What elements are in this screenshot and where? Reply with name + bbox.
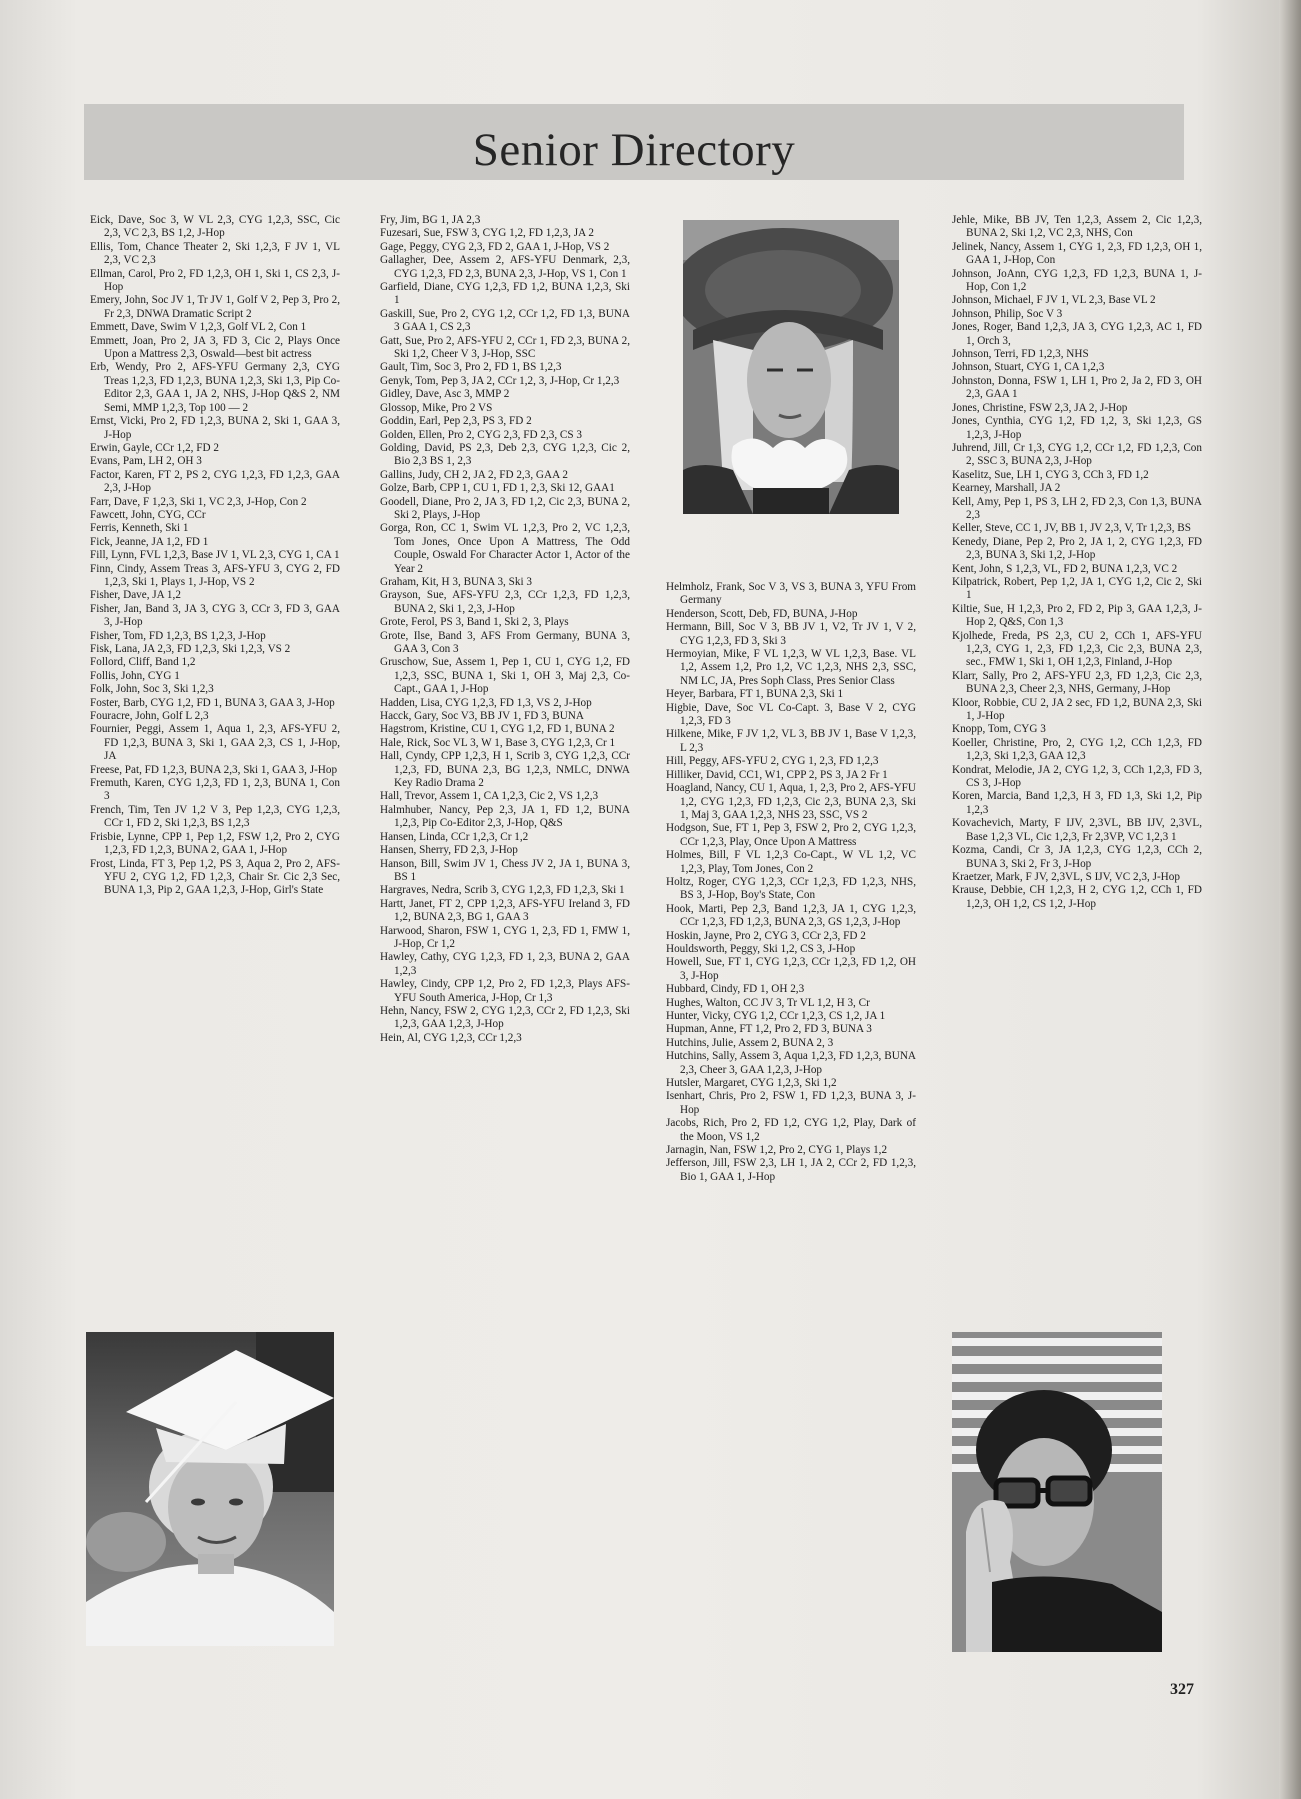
directory-entry: Hoagland, Nancy, CU 1, Aqua, 1, 2,3, Pro 2, AFS-YFU 1,2, CYG 1,2,3, FD 1,2,3, Cic 2,3, BUNA 2,3, Ski 1, Maj 3, GAA 1,2,3, NHS 23, SSC, VS 2 xyxy=(666,782,916,821)
directory-entry: Johnson, Stuart, CYG 1, CA 1,2,3 xyxy=(952,361,1105,374)
directory-entry: Hargraves, Nedra, Scrib 3, CYG 1,2,3, FD 1,2,3, Ski 1 xyxy=(380,884,625,897)
directory-entry: Jacobs, Rich, Pro 2, FD 1,2, CYG 1,2, Play, Dark of the Moon, VS 1,2 xyxy=(666,1117,916,1143)
directory-entry: Frost, Linda, FT 3, Pep 1,2, PS 3, Aqua 2, Pro 2, AFS-YFU 2, CYG 1,2, FD 1,2,3, Chair Sr. Cic 2,3 Sec, BUNA 1,3, Pip 2, GAA 1,2,3, J-Hop, Girl's State xyxy=(90,857,340,897)
directory-entry: Fick, Jeanne, JA 1,2, FD 1 xyxy=(90,535,209,548)
directory-entry: French, Tim, Ten JV 1,2 V 3, Pep 1,2,3, CYG 1,2,3, CCr 1, FD 2, Ski 1,2,3, BS 1,2,3 xyxy=(90,803,340,830)
directory-entry: Hilliker, David, CC1, W1, CPP 2, PS 3, JA 2 Fr 1 xyxy=(666,768,888,781)
page-binding-edge xyxy=(1279,0,1301,1799)
photo-graduate-in-cap xyxy=(86,1332,334,1646)
directory-entry: Hawley, Cathy, CYG 1,2,3, FD 1, 2,3, BUNA 2, GAA 1,2,3 xyxy=(380,951,630,977)
directory-entry: Follord, Cliff, Band 1,2 xyxy=(90,656,196,669)
directory-entry: Factor, Karen, FT 2, PS 2, CYG 1,2,3, FD 1,2,3, GAA 2,3, J-Hop xyxy=(90,468,340,495)
directory-entry: Hodgson, Sue, FT 1, Pep 3, FSW 2, Pro 2, CYG 1,2,3, CCr 1,2,3, Play, Once Upon A Mattress xyxy=(666,822,916,848)
directory-entry: Johnston, Donna, FSW 1, LH 1, Pro 2, Ja 2, FD 3, OH 2,3, GAA 1 xyxy=(952,374,1202,401)
directory-entry: Hook, Marti, Pep 2,3, Band 1,2,3, JA 1, CYG 1,2,3, CCr 1,2,3, FD 1,2,3, BUNA 2,3, GS 1,2,3, J-Hop xyxy=(666,902,916,929)
directory-column-1 xyxy=(90,214,340,898)
directory-entry: Goodell, Diane, Pro 2, JA 3, FD 1,2, Cic 2,3, BUNA 2, Ski 2, Plays, J-Hop xyxy=(380,495,630,521)
directory-entry: Grayson, Sue, AFS-YFU 2,3, CCr 1,2,3, FD 1,2,3, BUNA 2, Ski 1, 2,3, J-Hop xyxy=(380,589,630,615)
directory-entry: Keller, Steve, CC 1, JV, BB 1, JV 2,3, V, Tr 1,2,3, BS xyxy=(952,522,1191,535)
directory-entry: Erwin, Gayle, CCr 1,2, FD 2 xyxy=(90,441,219,454)
directory-entry: Golding, David, PS 2,3, Deb 2,3, CYG 1,2,3, Cic 2, Bio 2,3 BS 1, 2,3 xyxy=(380,441,630,468)
directory-entry: Garfield, Diane, CYG 1,2,3, FD 1,2, BUNA 1,2,3, Ski 1 xyxy=(380,281,630,307)
directory-entry: Henderson, Scott, Deb, FD, BUNA, J-Hop xyxy=(666,607,858,620)
directory-entry: Kilpatrick, Robert, Pep 1,2, JA 1, CYG 1,2, Cic 2, Ski 1 xyxy=(952,575,1202,602)
directory-entry: Hilkene, Mike, F JV 1,2, VL 3, BB JV 1, Base V 1,2,3, L 2,3 xyxy=(666,728,916,754)
directory-entry: Follis, John, CYG 1 xyxy=(90,669,180,682)
directory-entry: Johnson, Michael, F JV 1, VL 2,3, Base VL 2 xyxy=(952,294,1156,307)
directory-entry: Hansen, Linda, CCr 1,2,3, Cr 1,2 xyxy=(380,830,529,843)
directory-entry: Koren, Marcia, Band 1,2,3, H 3, FD 1,3, Ski 1,2, Pip 1,2,3 xyxy=(952,790,1202,816)
directory-entry: Fisher, Tom, FD 1,2,3, BS 1,2,3, J-Hop xyxy=(90,629,266,642)
directory-entry: Folk, John, Soc 3, Ski 1,2,3 xyxy=(90,683,214,696)
directory-entry: Ferris, Kenneth, Ski 1 xyxy=(90,522,189,535)
directory-entry: Grote, Ferol, PS 3, Band 1, Ski 2, 3, Plays xyxy=(380,616,569,629)
directory-entry: Gruschow, Sue, Assem 1, Pep 1, CU 1, CYG 1,2, FD 1,2,3, SSC, BUNA 1, Ski 1, OH 3, Maj 2,3, Co-Capt., GAA 1, J-Hop xyxy=(380,656,630,696)
directory-entry: Hein, Al, CYG 1,2,3, CCr 1,2,3 xyxy=(380,1031,522,1044)
directory-entry: Eick, Dave, Soc 3, W VL 2,3, CYG 1,2,3, SSC, Cic 2,3, VC 2,3, BS 1,2, J-Hop xyxy=(90,214,340,240)
directory-entry: Ellman, Carol, Pro 2, FD 1,2,3, OH 1, Ski 1, CS 2,3, J-Hop xyxy=(90,267,340,294)
directory-entry: Gault, Tim, Soc 3, Pro 2, FD 1, BS 1,2,3 xyxy=(380,361,562,374)
directory-entry: Ellis, Tom, Chance Theater 2, Ski 1,2,3, F JV 1, VL 2,3, VC 2,3 xyxy=(90,240,340,267)
directory-column-2 xyxy=(380,214,630,1045)
page-title: Senior Directory xyxy=(472,124,796,176)
directory-entry: Hutchins, Julie, Assem 2, BUNA 2, 3 xyxy=(666,1036,834,1049)
directory-entry: Jehle, Mike, BB JV, Ten 1,2,3, Assem 2, Cic 1,2,3, BUNA 2, Ski 1,2, VC 2,3, NHS, Con xyxy=(952,214,1202,240)
directory-entry: Hansen, Sherry, FD 2,3, J-Hop xyxy=(380,844,518,857)
directory-entry: Kiltie, Sue, H 1,2,3, Pro 2, FD 2, Pip 3, GAA 1,2,3, J-Hop 2, Q&S, Con 1,3 xyxy=(952,602,1202,629)
directory-entry: Hawley, Cindy, CPP 1,2, Pro 2, FD 1,2,3, Plays AFS-YFU South America, J-Hop, Cr 1,3 xyxy=(380,978,630,1004)
directory-entry: Kaselitz, Sue, LH 1, CYG 3, CCh 3, FD 1,2 xyxy=(952,468,1149,481)
directory-entry: Isenhart, Chris, Pro 2, FSW 1, FD 1,2,3, BUNA 3, J-Hop xyxy=(666,1090,916,1116)
directory-entry: Helmholz, Frank, Soc V 3, VS 3, BUNA 3, YFU From Germany xyxy=(666,581,916,607)
photo-student-with-glasses xyxy=(952,1332,1162,1652)
directory-entry: Holtz, Roger, CYG 1,2,3, CCr 1,2,3, FD 1,2,3, NHS, BS 3, J-Hop, Boy's State, Con xyxy=(666,875,916,902)
directory-entry: Gage, Peggy, CYG 2,3, FD 2, GAA 1, J-Hop, VS 2 xyxy=(380,240,610,253)
directory-entry: Hall, Trevor, Assem 1, CA 1,2,3, Cic 2, VS 1,2,3 xyxy=(380,790,599,803)
directory-entry: Kondrat, Melodie, JA 2, CYG 1,2, 3, CCh 1,2,3, FD 3, CS 3, J-Hop xyxy=(952,763,1202,790)
title-banner xyxy=(84,104,1184,180)
directory-entry: Hoskin, Jayne, Pro 2, CYG 3, CCr 2,3, FD 2 xyxy=(666,929,866,942)
directory-column-4 xyxy=(952,214,1202,911)
directory-entry: Kearney, Marshall, JA 2 xyxy=(952,482,1061,495)
directory-entry: Johnson, Philip, Soc V 3 xyxy=(952,307,1063,320)
directory-entry: Houldsworth, Peggy, Ski 1,2, CS 3, J-Hop xyxy=(666,942,856,955)
directory-entry: Foster, Barb, CYG 1,2, FD 1, BUNA 3, GAA 3, J-Hop xyxy=(90,696,335,709)
directory-entry: Gallagher, Dee, Assem 2, AFS-YFU Denmark, 2,3, CYG 1,2,3, FD 2,3, BUNA 2,3, J-Hop, VS 1, Con 1 xyxy=(380,254,630,280)
directory-entry: Jelinek, Nancy, Assem 1, CYG 1, 2,3, FD 1,2,3, OH 1, GAA 1, J-Hop, Con xyxy=(952,240,1202,267)
directory-entry: Golden, Ellen, Pro 2, CYG 2,3, FD 2,3, CS 3 xyxy=(380,428,583,441)
directory-entry: Harwood, Sharon, FSW 1, CYG 1, 2,3, FD 1, FMW 1, J-Hop, Cr 1,2 xyxy=(380,924,630,950)
directory-entry: Fill, Lynn, FVL 1,2,3, Base JV 1, VL 2,3, CYG 1, CA 1 xyxy=(90,549,340,562)
directory-entry: Jefferson, Jill, FSW 2,3, LH 1, JA 2, CCr 2, FD 1,2,3, Bio 1, GAA 1, J-Hop xyxy=(666,1157,916,1183)
directory-entry: Gatt, Sue, Pro 2, AFS-YFU 2, CCr 1, FD 2,3, BUNA 2, Ski 1,2, Cheer V 3, J-Hop, SSC xyxy=(380,334,630,361)
directory-entry: Fuzesari, Sue, FSW 3, CYG 1,2, FD 1,2,3, JA 2 xyxy=(380,227,594,240)
directory-entry: Emmett, Dave, Swim V 1,2,3, Golf VL 2, Con 1 xyxy=(90,321,307,334)
directory-entry: Hagstrom, Kristine, CU 1, CYG 1,2, FD 1, BUNA 2 xyxy=(380,723,615,736)
directory-entry: Hutsler, Margaret, CYG 1,2,3, Ski 1,2 xyxy=(666,1077,837,1090)
directory-entry: Freese, Pat, FD 1,2,3, BUNA 2,3, Ski 1, GAA 3, J-Hop xyxy=(90,763,338,776)
directory-column-3 xyxy=(666,581,916,1184)
page-number: 327 xyxy=(1170,1681,1194,1698)
directory-entry: Hermoyian, Mike, F VL 1,2,3, W VL 1,2,3, Base. VL 1,2, Assem 1,2, Pro 1,2, VC 1,2,3, NHS 2,3, SSC, NM LC, JA, Pres Soph Class, Pres Senior Class xyxy=(666,648,916,687)
directory-entry: Klarr, Sally, Pro 2, AFS-YFU 2,3, FD 1,2,3, Cic 2,3, BUNA 2,3, Cheer 2,3, NHS, Germany, J-Hop xyxy=(952,669,1202,696)
directory-entry: Frisbie, Lynne, CPP 1, Pep 1,2, FSW 1,2, Pro 2, CYG 1,2,3, FD 1,2,3, BUNA 2, GAA 1, J-Hop xyxy=(90,830,340,857)
directory-entry: Hehn, Nancy, FSW 2, CYG 1,2,3, CCr 2, FD 1,2,3, Ski 1,2,3, GAA 1,2,3, J-Hop xyxy=(380,1004,630,1031)
directory-entry: Jones, Roger, Band 1,2,3, JA 3, CYG 1,2,3, AC 1, FD 1, Orch 3, xyxy=(952,321,1202,347)
directory-entry: Fisk, Lana, JA 2,3, FD 1,2,3, Ski 1,2,3, VS 2 xyxy=(90,643,291,655)
directory-entry: Fournier, Peggi, Assem 1, Aqua 1, 2,3, AFS-YFU 2, FD 1,2,3, BUNA 3, Ski 1, GAA 2,3, CS 1, J-Hop, JA xyxy=(90,723,340,763)
directory-entry: Johnson, Terri, FD 1,2,3, NHS xyxy=(952,348,1089,361)
directory-entry: Halmhuber, Nancy, Pep 2,3, JA 1, FD 1,2, BUNA 1,2,3, Pip Co-Editor 2,3, J-Hop, Q&S xyxy=(380,803,630,830)
directory-entry: Hanson, Bill, Swim JV 1, Chess JV 2, JA 1, BUNA 3, BS 1 xyxy=(380,857,630,883)
directory-entry: Golze, Barb, CPP 1, CU 1, FD 1, 2,3, Ski 12, GAA1 xyxy=(380,482,615,495)
directory-entry: Gallins, Judy, CH 2, JA 2, FD 2,3, GAA 2 xyxy=(380,468,568,481)
directory-entry: Hutchins, Sally, Assem 3, Aqua 1,2,3, FD 1,2,3, BUNA 2,3, Cheer 3, GAA 1,2,3, J-Hop xyxy=(666,1050,916,1076)
directory-entry: Kell, Amy, Pep 1, PS 3, LH 2, FD 2,3, Con 1,3, BUNA 2,3 xyxy=(952,495,1202,521)
directory-entry: Koeller, Christine, Pro, 2, CYG 1,2, CCh 1,2,3, FD 1,2,3, Ski 1,2,3, GAA 12,3 xyxy=(952,736,1202,763)
directory-entry: Hughes, Walton, CC JV 3, Tr VL 1,2, H 3, Cr xyxy=(666,996,870,1009)
directory-entry: Hermann, Bill, Soc V 3, BB JV 1, V2, Tr JV 1, V 2, CYG 1,2,3, FD 3, Ski 3 xyxy=(666,621,916,647)
directory-entry: Grote, Ilse, Band 3, AFS From Germany, BUNA 3, GAA 3, Con 3 xyxy=(380,629,630,655)
directory-entry: Howell, Sue, FT 1, CYG 1,2,3, CCr 1,2,3, FD 1,2, OH 3, J-Hop xyxy=(666,956,916,982)
directory-entry: Ernst, Vicki, Pro 2, FD 1,2,3, BUNA 2, Ski 1, GAA 3, J-Hop xyxy=(90,415,340,441)
directory-entry: Hadden, Lisa, CYG 1,2,3, FD 1,3, VS 2, J-Hop xyxy=(380,696,592,709)
directory-entry: Graham, Kit, H 3, BUNA 3, Ski 3 xyxy=(380,575,532,588)
directory-entry: Kloor, Robbie, CU 2, JA 2 sec, FD 1,2, BUNA 2,3, Ski 1, J-Hop xyxy=(952,696,1202,723)
directory-entry: Gidley, Dave, Asc 3, MMP 2 xyxy=(380,388,510,401)
directory-entry: Emery, John, Soc JV 1, Tr JV 1, Golf V 2, Pep 3, Pro 2, Fr 2,3, DNWA Dramatic Script 2 xyxy=(90,294,340,320)
directory-entry: Heyer, Barbara, FT 1, BUNA 2,3, Ski 1 xyxy=(666,688,844,701)
directory-entry: Juhrend, Jill, Cr 1,3, CYG 1,2, CCr 1,2, FD 1,2,3, Con 2, SSC 3, BUNA 2,3, J-Hop xyxy=(952,441,1202,468)
directory-entry: Kovachevich, Marty, F IJV, 2,3VL, BB IJV, 2,3VL, Base 1,2,3 VL, Cic 1,2,3, Fr 2,3VP, VC 1,2,3 1 xyxy=(952,817,1202,843)
directory-entry: Knopp, Tom, CYG 3 xyxy=(952,723,1046,736)
directory-entry: Hartt, Janet, FT 2, CPP 1,2,3, AFS-YFU Ireland 3, FD 1,2, BUNA 2,3, BG 1, GAA 3 xyxy=(380,897,630,924)
directory-entry: Hill, Peggy, AFS-YFU 2, CYG 1, 2,3, FD 1,2,3 xyxy=(666,755,879,768)
directory-entry: Kraetzer, Mark, F JV, 2,3VL, S IJV, VC 2,3, J-Hop xyxy=(952,870,1180,883)
directory-entry: Kenedy, Diane, Pep 2, Pro 2, JA 1, 2, CYG 1,2,3, FD 2,3, BUNA 3, Ski 1,2, J-Hop xyxy=(952,535,1202,562)
directory-entry: Finn, Cindy, Assem Treas 3, AFS-YFU 3, CYG 2, FD 1,2,3, Ski 1, Plays 1, J-Hop, VS 2 xyxy=(90,562,340,588)
directory-entry: Erb, Wendy, Pro 2, AFS-YFU Germany 2,3, CYG Treas 1,2,3, FD 1,2,3, BUNA 1,2,3, Ski 1,3, Pip Co-Editor 2,3, GAA 1, JA 2, NHS, J-Hop Q&S 2, NM Semi, MMP 1,2,3, Top 100 — 2 xyxy=(90,361,340,414)
directory-entry: Hall, Cyndy, CPP 1,2,3, H 1, Scrib 3, CYG 1,2,3, CCr 1,2,3, FD, BUNA 2,3, BG 1,2,3, NMLC, DNWA Key Radio Drama 2 xyxy=(380,750,630,790)
directory-entry: Higbie, Dave, Soc VL Co-Capt. 3, Base V 2, CYG 1,2,3, FD 3 xyxy=(666,701,916,728)
directory-entry: Genyk, Tom, Pep 3, JA 2, CCr 1,2, 3, J-Hop, Cr 1,2,3 xyxy=(380,374,620,387)
directory-entry: Emmett, Joan, Pro 2, JA 3, FD 3, Cic 2, Plays Once Upon a Mattress 2,3, Oswald—best bit actress xyxy=(90,334,340,361)
directory-entry: Fremuth, Karen, CYG 1,2,3, FD 1, 2,3, BUNA 1, Con 3 xyxy=(90,777,340,803)
directory-entry: Glossop, Mike, Pro 2 VS xyxy=(380,401,493,414)
directory-entry: Kozma, Candi, Cr 3, JA 1,2,3, CYG 1,2,3, CCh 2, BUNA 3, Ski 2, Fr 3, J-Hop xyxy=(952,844,1202,870)
directory-entry: Gorga, Ron, CC 1, Swim VL 1,2,3, Pro 2, VC 1,2,3, Tom Jones, Once Upon A Mattress, The Odd Couple, Oswald For Character Actor 1, Actor of the Year 2 xyxy=(380,522,630,575)
directory-entry: Fouracre, John, Golf L 2,3 xyxy=(90,710,209,723)
directory-entry: Kent, John, S 1,2,3, VL, FD 2, BUNA 1,2,3, VC 2 xyxy=(952,562,1178,575)
directory-entry: Fawcett, John, CYG, CCr xyxy=(90,508,206,521)
directory-entry: Farr, Dave, F 1,2,3, Ski 1, VC 2,3, J-Hop, Con 2 xyxy=(90,495,307,508)
directory-entry: Hubbard, Cindy, FD 1, OH 2,3 xyxy=(666,983,805,996)
directory-entry: Gaskill, Sue, Pro 2, CYG 1,2, CCr 1,2, FD 1,3, BUNA 3 GAA 1, CS 2,3 xyxy=(380,307,630,334)
directory-entry: Fry, Jim, BG 1, JA 2,3 xyxy=(380,214,481,226)
photo-student-in-bonnet xyxy=(683,220,899,514)
directory-entry: Jarnagin, Nan, FSW 1,2, Pro 2, CYG 1, Plays 1,2 xyxy=(666,1144,888,1157)
directory-entry: Hupman, Anne, FT 1,2, Pro 2, FD 3, BUNA 3 xyxy=(666,1023,872,1036)
directory-entry: Jones, Cynthia, CYG 1,2, FD 1,2, 3, Ski 1,2,3, GS 1,2,3, J-Hop xyxy=(952,415,1202,441)
directory-entry: Hale, Rick, Soc VL 3, W 1, Base 3, CYG 1,2,3, Cr 1 xyxy=(380,736,616,749)
directory-entry: Johnson, JoAnn, CYG 1,2,3, FD 1,2,3, BUNA 1, J-Hop, Con 1,2 xyxy=(952,267,1202,294)
directory-entry: Evans, Pam, LH 2, OH 3 xyxy=(90,455,202,468)
directory-entry: Jones, Christine, FSW 2,3, JA 2, J-Hop xyxy=(952,401,1128,414)
directory-entry: Hunter, Vicky, CYG 1,2, CCr 1,2,3, CS 1,2, JA 1 xyxy=(666,1010,886,1022)
directory-entry: Holmes, Bill, F VL 1,2,3 Co-Capt., W VL 1,2, VC 1,2,3, Play, Tom Jones, Con 2 xyxy=(666,849,916,875)
directory-entry: Krause, Debbie, CH 1,2,3, H 2, CYG 1,2, CCh 1, FD 1,2,3, OH 1,2, CS 1,2, J-Hop xyxy=(952,884,1202,910)
directory-entry: Fisher, Dave, JA 1,2 xyxy=(90,589,181,602)
directory-entry: Kjolhede, Freda, PS 2,3, CU 2, CCh 1, AFS-YFU 1,2,3, CYG 1, 2,3, FD 1,2,3, Cic 2,3, BUNA 2,3, sec., FMW 1, Ski 1, OH 1,2,3, Finland, J-Hop xyxy=(952,629,1202,669)
directory-entry: Goddin, Earl, Pep 2,3, PS 3, FD 2 xyxy=(380,415,532,428)
directory-entry: Fisher, Jan, Band 3, JA 3, CYG 3, CCr 3, FD 3, GAA 3, J-Hop xyxy=(90,602,340,629)
directory-entry: Hacck, Gary, Soc V3, BB JV 1, FD 3, BUNA xyxy=(380,710,584,723)
